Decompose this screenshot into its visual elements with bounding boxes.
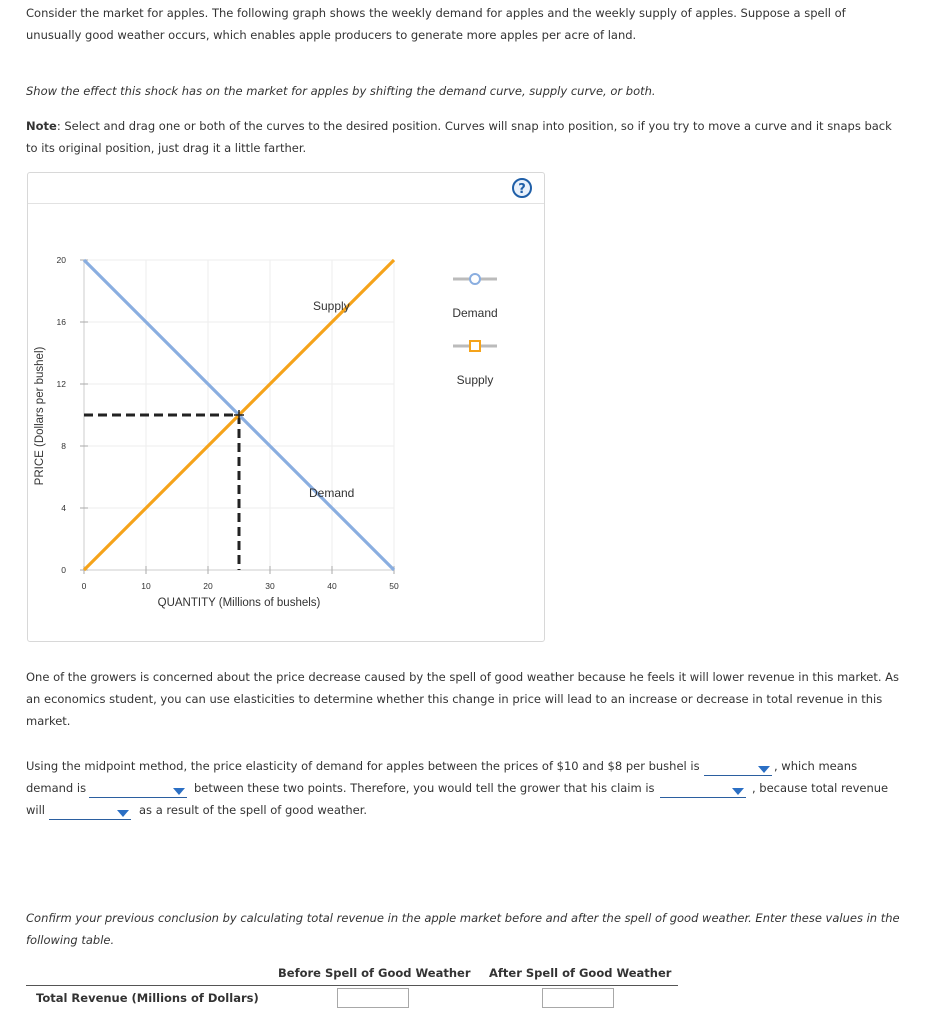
table-row-label: Total Revenue (Millions of Dollars) <box>36 991 259 1005</box>
dropdown-arrow-icon <box>173 788 185 795</box>
confirm-line-1: Confirm your previous conclusion by calculating total revenue in the apple market before and after the spell of good weather. Enter these values in the <box>26 911 900 925</box>
intro-line-2: unusually good weather occurs, which enables apple producers to generate more apples per acre of land. <box>26 28 637 42</box>
x-tick-label: 30 <box>265 581 275 591</box>
demand-curve-label: Demand <box>309 486 355 500</box>
result-text: as a result of the spell of good weather. <box>139 803 368 817</box>
demand-is-label: demand is <box>26 781 87 795</box>
x-tick-label: 20 <box>203 581 213 591</box>
x-tick-label: 40 <box>327 581 337 591</box>
para2-line-2: an economics student, you can use elasticities to determine whether this change in price will lead to an increase or decrease in total revenue in this <box>26 692 883 706</box>
y-tick-label: 8 <box>61 441 66 451</box>
after-revenue-input[interactable] <box>542 988 614 1008</box>
dropdown-arrow-icon <box>758 766 770 773</box>
note-line-1: : Select and drag one or both of the curves to the desired position. Curves will snap into position, so if you try to move a curve and it snaps back <box>56 119 892 133</box>
legend-demand-tool[interactable] <box>453 274 497 284</box>
y-axis-label: PRICE (Dollars per bushel) <box>34 346 46 486</box>
legend-supply-label: Supply <box>456 373 494 387</box>
legend-supply-square-icon[interactable] <box>470 341 480 351</box>
elasticity-line-1: Using the midpoint method, the price elasticity of demand for apples between the prices of $10 and $8 per bushel is <box>26 759 700 773</box>
dropdown-arrow-icon <box>732 788 744 795</box>
x-tick-label: 50 <box>389 581 399 591</box>
x-tick-label: 10 <box>141 581 151 591</box>
para2-line-3: market. <box>26 714 71 728</box>
confirm-line-2: following table. <box>26 933 115 947</box>
legend-demand-circle-icon[interactable] <box>470 274 480 284</box>
y-tick-label: 20 <box>56 255 66 265</box>
instruction-text: Show the effect this shock has on the market for apples by shifting the demand curve, supply curve, or both. <box>26 84 656 98</box>
intro-line-1: Consider the market for apples. The following graph shows the weekly demand for apples and the weekly supply of apples. Suppose a spell of <box>26 6 846 20</box>
note-line-2: to its original position, just drag it a little farther. <box>26 141 307 155</box>
x-tick-label: 0 <box>81 581 87 591</box>
y-tick-label: 16 <box>56 317 66 327</box>
claim-dropdown[interactable] <box>660 785 746 798</box>
confirm-text <box>26 907 916 951</box>
para2-line-1: One of the growers is concerned about the price decrease caused by the spell of good weather because he feels it will lower revenue in this market. As <box>26 670 900 684</box>
demand-type-dropdown[interactable] <box>89 785 187 798</box>
y-tick-label: 12 <box>56 379 66 389</box>
because-revenue-text: , because total revenue <box>752 781 889 795</box>
revenue-concern-text <box>26 666 916 732</box>
table-header-before: Before Spell of Good Weather <box>278 966 471 980</box>
revenue-change-dropdown[interactable] <box>49 807 131 820</box>
table-divider <box>26 985 678 986</box>
will-label: will <box>26 803 45 817</box>
elasticity-which-means: , which means <box>774 759 858 773</box>
help-button[interactable]: ? <box>512 178 532 198</box>
table-header-after: After Spell of Good Weather <box>489 966 672 980</box>
before-revenue-input[interactable] <box>337 988 409 1008</box>
between-points-text: between these two points. Therefore, you would tell the grower that his claim is <box>194 781 655 795</box>
x-axis-label: QUANTITY (Millions of bushels) <box>157 597 321 609</box>
y-tick-label: 0 <box>61 565 66 575</box>
note-label: Note <box>26 119 57 133</box>
y-tick-label: 4 <box>61 503 66 513</box>
legend-supply-tool[interactable] <box>453 341 497 351</box>
legend-demand-label: Demand <box>452 306 498 320</box>
supply-curve-label: Supply <box>313 299 350 313</box>
elasticity-value-dropdown[interactable] <box>704 763 772 776</box>
dropdown-arrow-icon <box>117 810 129 817</box>
